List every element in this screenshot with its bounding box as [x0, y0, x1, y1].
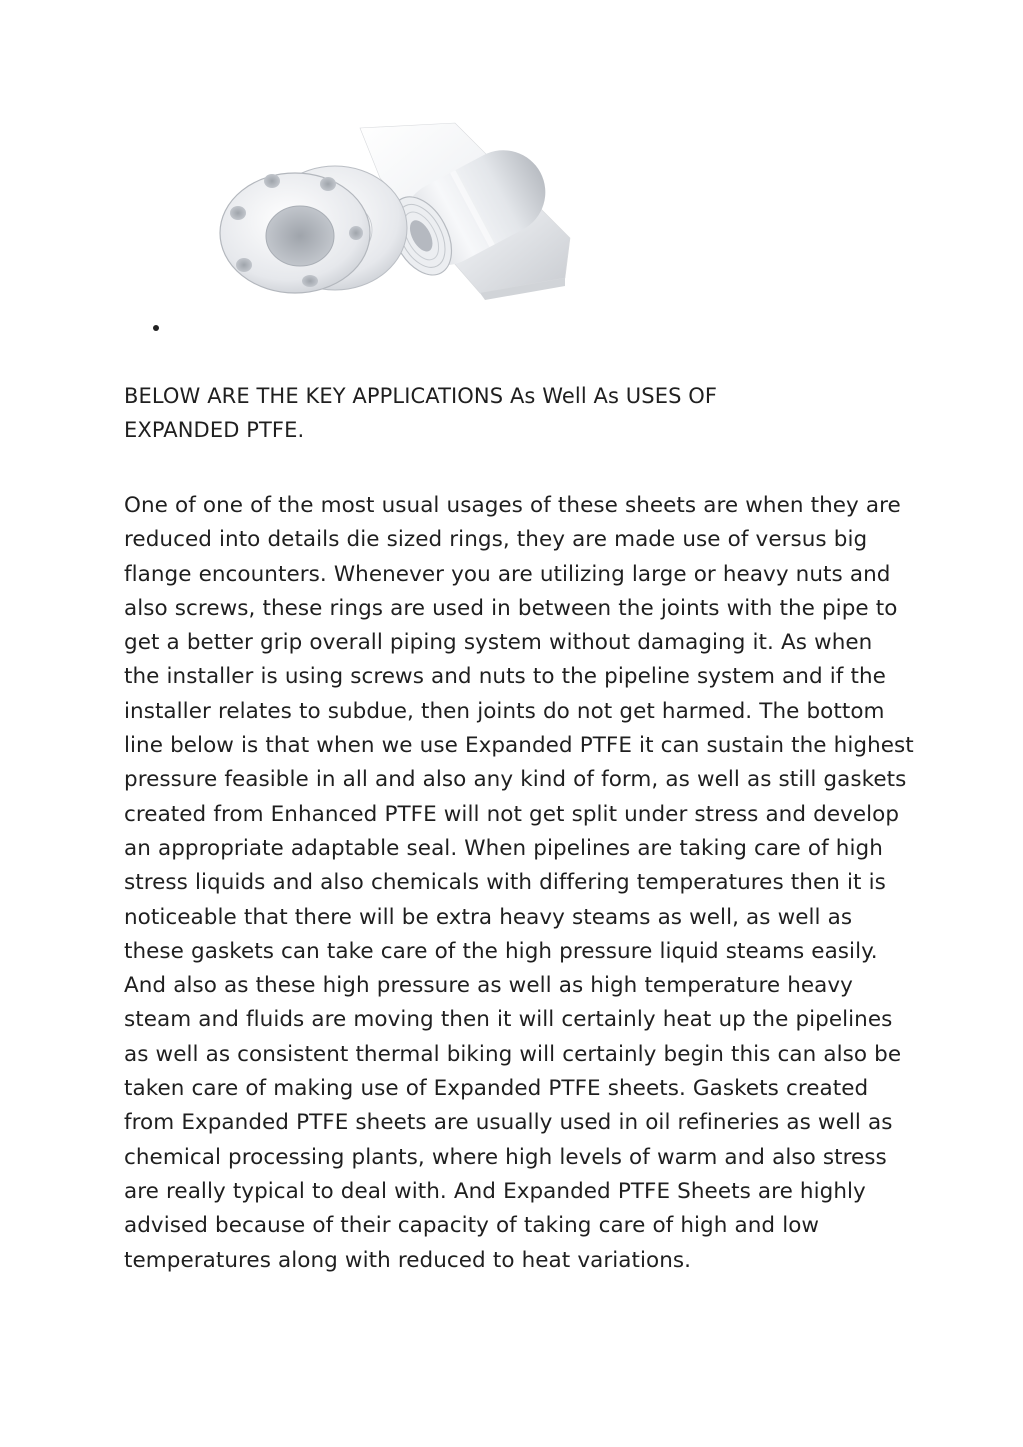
- bullet-dot-icon: [153, 325, 159, 331]
- ptfe-gaskets-and-rolled-sheet-photo: [210, 118, 580, 308]
- body-paragraph: One of one of the most usual usages of these sheets are when they are reduced into details die sized rings, they are made use of versus big flange encounters. Whenever you are utilizing large or heavy nuts and also screws, these rings are used in between the joints with the pipe to get a better grip overall piping system without damaging it. As when the installer is using screws and nuts to the pipeline system and if the installer relates to subdue, then joints do not get harmed. The bottom line below is that when we use Expanded PTFE it can sustain the highest pressure feasible in all and also any kind of form, as well as still gaskets created from Enhanced PTFE will not get split under stress and develop an appropriate adaptable seal. When pipelines are taking care of high stress liquids and also chemicals with differing temperatures then it is noticeable that there will be extra heavy steams as well, as well as these gaskets can take care of the high pressure liquid steams easily. And also as these high pressure as well as high temperature heavy steam and fluids are moving then it will certainly heat up the pipelines as well as consistent thermal biking will certainly begin this can also be taken care of making use of Expanded PTFE sheets. Gaskets created from Expanded PTFE sheets are usually used in oil refineries as well as chemical processing plants, where high levels of warm and also stress are really typical to deal with. And Expanded PTFE Sheets are highly advised because of their capacity of taking care of high and low temperatures along with reduced to heat variations.: [124, 493, 914, 1273]
- section-heading: BELOW ARE THE KEY APPLICATIONS As Well As USES OF EXPANDED PTFE.: [124, 384, 718, 442]
